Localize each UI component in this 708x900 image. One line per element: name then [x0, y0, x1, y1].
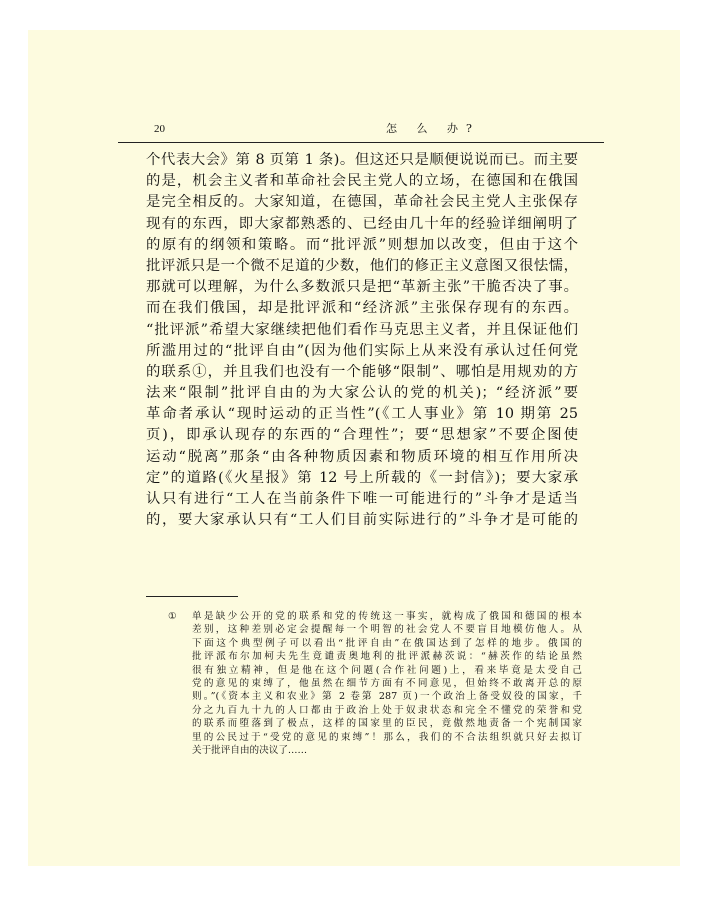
body-line: 法来“限制”批评自由的为大家公认的党的机关)；“经济派”要 — [146, 385, 578, 402]
footnote-line: 分之九百九十九的人口都由于政治上处于奴隶状态和完全不懂党的荣誉和党 — [192, 704, 582, 716]
body-line: 认只有进行“工人在当前条件下唯一可能进行的”斗争才是适当 — [146, 491, 578, 507]
body-line: 的，要大家承认只有“工人们目前实际进行的”斗争才是可能的 — [146, 512, 578, 529]
body-line: 所滥用过的“批评自由”(因为他们实际上从来没有承认过任何党 — [146, 342, 578, 359]
body-line: 是完全相反的。大家知道，在德国，革命社会民主党人主张保存 — [146, 194, 578, 211]
body-text — [146, 150, 578, 531]
page-number: 20 — [154, 123, 165, 135]
page-header — [118, 122, 604, 143]
body-line: 那就可以理解，为什么多数派只是把“革新主张”干脆否决了事。 — [146, 279, 578, 296]
footnote-line: 则。”(《资本主义和农业》第 2 卷第 287 页)一个政治上备受奴役的国家，千 — [192, 691, 582, 703]
body-line: 个代表大会》第 8 页第 1 条)。但这还只是顺便说说而已。而主要 — [146, 152, 578, 168]
footnote-line: 批评派布尔加柯夫先生竟谴责奥地利的批评派赫茨说：“赫茨作的结论虽然 — [192, 651, 582, 663]
body-line: 革命者承认“现时运动的正当性”(《工人事业》第 10 期第 25 — [146, 406, 578, 423]
body-line: “批评派”希望大家继续把他们看作马克思主义者，并且保证他们 — [146, 321, 578, 338]
footnote-line: 的联系而堕落到了极点，这样的国家里的臣民，竟傲然地责备一个宪制国家 — [192, 718, 582, 730]
footnote — [168, 610, 582, 757]
footnote-line: 差别，这种差别必定会提醒每一个明智的社会党人不要盲目地模仿他人。从 — [192, 624, 582, 636]
body-line: 批评派只是一个微不足道的少数，他们的修正主义意图又很怯懦， — [146, 257, 578, 274]
footnote-divider — [146, 596, 238, 597]
footnote-line: 关于批评自由的决议了…… — [192, 744, 308, 756]
footnote-marker: ① — [168, 611, 177, 622]
footnote-line: 党的意见的束缚了，他虽然在细节方面有不同意见，但始终不敢离开总的原 — [192, 677, 582, 689]
body-line: 运动“脱离”那条“由各种物质因素和物质环境的相互作用所决 — [146, 448, 578, 465]
body-line: 的联系①，并且我们也没有一个能够“限制”、哪怕是用规劝的方 — [146, 363, 578, 380]
body-line: 的原有的纲领和策略。而“批评派”则想加以改变，但由于这个 — [146, 236, 578, 253]
body-line: 定”的道路(《火星报》第 12 号上所载的《一封信》)；要大家承 — [146, 469, 578, 486]
footnote-line: 很有独立精神，但是他在这个问题(合作社问题)上，看来毕竟是太受自己 — [192, 664, 582, 676]
footnote-line: 单是缺少公开的党的联系和党的传统这一事实，就构成了俄国和德国的根本 — [192, 611, 582, 622]
body-line: 现有的东西，即大家都熟悉的、已经由几十年的经验详细阐明了 — [146, 215, 578, 232]
footnote-line: 下面这个典型例子可以看出“批评自由”在俄国达到了怎样的地步。俄国的 — [192, 637, 582, 649]
body-line: 页)，即承认现存的东西的“合理性”；要“思想家”不要企图使 — [146, 427, 578, 444]
footnote-line: 里的公民过于“受党的意见的束缚”！那么，我们的不合法组织就只好去拟订 — [192, 731, 582, 743]
body-line: 而在我们俄国，却是批评派和“经济派”主张保存现有的东西。 — [146, 300, 578, 317]
running-title: 怎 么 办? — [386, 122, 480, 135]
body-line: 的是，机会主义者和革命社会民主党人的立场，在德国和在俄国 — [146, 173, 578, 190]
